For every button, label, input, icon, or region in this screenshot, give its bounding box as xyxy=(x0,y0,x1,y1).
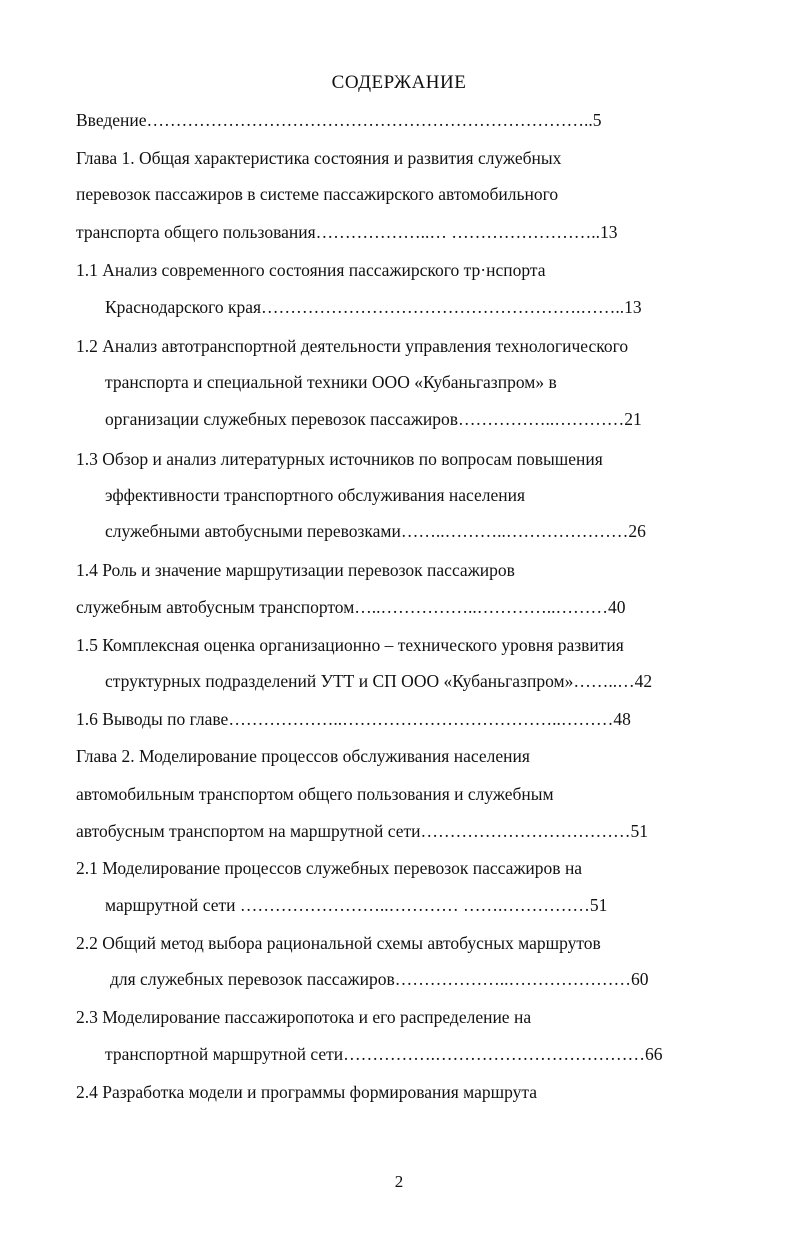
toc-line-1-4: 1.4 Роль и значение маршрутизации перевозок пассажиров xyxy=(76,560,515,580)
toc-line-2-4: 2.4 Разработка модели и программы формирования маршрута xyxy=(76,1082,537,1102)
toc-line-chapter1: Глава 1. Общая характеристика состояния и развития служебных xyxy=(76,148,562,168)
toc-line-1-5-cont: структурных подразделений УТТ и СП ООО «Кубаньгазпром»……..…42 xyxy=(105,671,653,691)
toc-line-1-6: 1.6 Выводы по главе………………..………………………………..………48 xyxy=(76,709,631,729)
toc-line-1-1-cont: Краснодарского края……………………………………………….……..13 xyxy=(105,297,642,317)
toc-line-2-1-cont: маршрутной сети ……………………..………… …….……………51 xyxy=(105,895,608,915)
toc-line-2-2: 2.2 Общий метод выбора рациональной схемы автобусных маршрутов xyxy=(76,933,601,953)
toc-line-1-3-cont2: служебными автобусными перевозками……..………..…………………26 xyxy=(105,521,646,541)
toc-line-2-2-cont: для служебных перевозок пассажиров………………..…………………60 xyxy=(110,969,649,989)
toc-line-1-4-cont: служебным автобусным транспортом…..……………..…………..………40 xyxy=(76,597,626,617)
toc-line-chapter2-cont1: автомобильным транспортом общего пользования и служебным xyxy=(76,784,554,804)
page-title: СОДЕРЖАНИЕ xyxy=(331,72,467,93)
toc-line-1-5: 1.5 Комплексная оценка организационно – технического уровня развития xyxy=(76,635,624,655)
toc-line-chapter2: Глава 2. Моделирование процессов обслуживания населения xyxy=(76,746,530,766)
toc-line-chapter1-cont1: перевозок пассажиров в системе пассажирского автомобильного xyxy=(76,184,559,204)
toc-line-1-3-cont1: эффективности транспортного обслуживания населения xyxy=(105,485,526,505)
page-number: 2 xyxy=(394,1172,404,1191)
toc-line-2-1: 2.1 Моделирование процессов служебных перевозок пассажиров на xyxy=(76,858,583,878)
toc-line-2-3: 2.3 Моделирование пассажиропотока и его распределение на xyxy=(76,1007,532,1027)
toc-line-chapter1-cont2: транспорта общего пользования………………..… ……………………..13 xyxy=(76,222,618,242)
toc-line-1-2: 1.2 Анализ автотранспортной деятельности управления технологического xyxy=(76,336,629,356)
toc-line-1-1: 1.1 Анализ современного состояния пассажирского тр·нспорта xyxy=(76,260,546,280)
toc-line-intro: Введение…………………………………………………………………..5 xyxy=(76,110,602,130)
toc-line-chapter2-cont2: автобусным транспортом на маршрутной сети………………………………51 xyxy=(76,821,649,841)
toc-line-1-3: 1.3 Обзор и анализ литературных источников по вопросам повышения xyxy=(76,449,603,469)
toc-line-2-3-cont: транспортной маршрутной сети…………….………………………………66 xyxy=(105,1044,663,1064)
toc-line-1-2-cont2: организации служебных перевозок пассажиров……………..…………21 xyxy=(105,409,642,429)
toc-line-1-2-cont1: транспорта и специальной техники ООО «Кубаньгазпром» в xyxy=(105,372,557,392)
